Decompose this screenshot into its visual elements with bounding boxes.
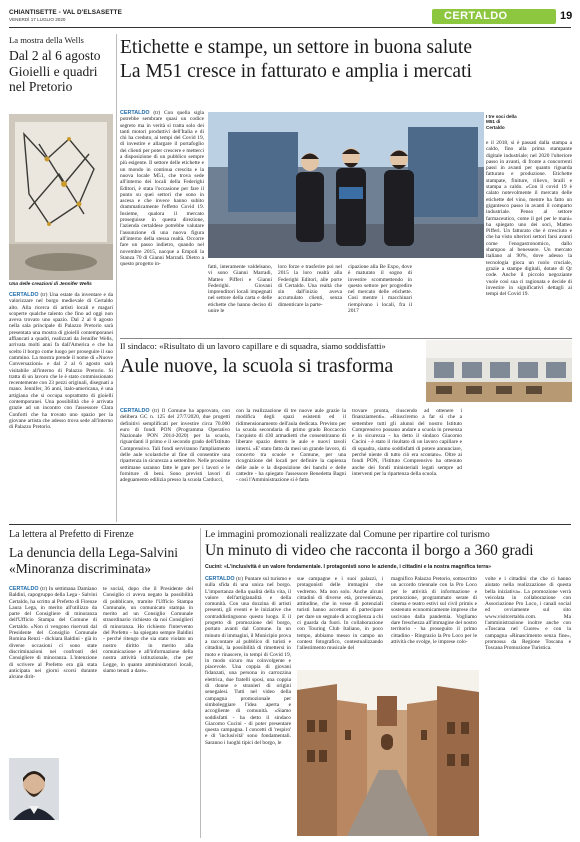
video-kicker: Le immagini promozionali realizzate dal Comune per ripartire col turismo <box>205 529 490 540</box>
prefetto-portrait <box>9 758 59 820</box>
m51-author: (tr) <box>153 110 161 116</box>
prefetto-col2: te social, dopo che il Presidente del Consiglio ci aveva negato la possibilità di pubblicare, tramite l'Ufficio Stampa Comunale, un comunicato stampa in merito ad un Consiglio Comunale straordinario richiesto da noi Consiglieri di minoranza. Ho richiesto l'intervento del Prefetto - ha spiegato sempre Baldini - perché ritengo che sia stato violato un nostro diritto in merito alla comunicazione e all'informazione della nostra attività istituzionale, che per Legge, in quanto amministratori locali, siamo tenuti a dare». <box>103 586 193 674</box>
section-name: CERTALDO <box>444 10 508 22</box>
school-photo <box>426 340 572 402</box>
m51-col1-text: Con quella sigla potrebbe sembrare quasi un codice segreto ma in verità si tratta solo dei tanti motori produttivi dell'Italia e di chi ha creduto, ai tempi del Covid 19, di investire e allargare il portafoglio dei clienti per poter crescere e metterci a disposizione di un pubblico sempre più esigente. Il settore delle etichette e un mondo in continua crescita e la nuova locale M51, che trova sede all'interno dei locali della Federighi Editori, è stata l'occasione per fare il punto su quei settori che sono in ascesa e che invece hanno subito drammaticamente l'effetto Covid 19. Insieme, qualora il mercato proseguisse in questa direzione, l'azienda certaldese potrebbe valutare l'assunzione di una nuova figura all'interno della stessa realtà. Occorre fare un passo indietro, quando nel novembre 2015, nacque a Empoli la Stanza 70 di Gianni Marradi. Dietro a questo progetto in- <box>120 110 204 268</box>
wells-body <box>9 292 113 520</box>
school-dateline: CERTALDO <box>120 408 150 414</box>
video-photo <box>297 670 479 836</box>
prefetto-kicker: La lettera al Prefetto di Firenze <box>9 529 134 540</box>
bottom-divider <box>200 528 201 838</box>
wells-photo <box>9 114 113 280</box>
wells-kicker: La mostra della Wells <box>9 35 84 45</box>
prefetto-dateline: CERTALDO <box>9 586 39 592</box>
m51-title: Etichette e stampe, un settore in buona salute <box>120 37 472 58</box>
video-col4: volte e i cittadini che che ci hanno aiutato nella realizzazione di questa bella iniziativa». La promozione verrà veicolata in collaborazione con Associazione Pro Loco, i canali social ed ovviamente sul sito www.visitcertaldo.com. Ma l'amministrazione inoltre anche con «Toscana nel Cuore» e con la campagna «Rinascimento senza fine», promossa da Regione Toscana e Toscana Promozione Turistica. <box>485 576 571 652</box>
paper-name: CHIANTISETTE - VAL D'ELSASETTE <box>9 9 122 16</box>
video-article <box>205 528 572 838</box>
school-col1 <box>120 408 230 520</box>
m51-col1 <box>120 110 204 336</box>
school-col3: trovare pronta, riuscendo ad ottenere i finanziamenti». «Riusciremo a far sì che a settembre tutti gli alunni del nostro Istituto Comprensivo possano andare a scuola in presenza e in sicurezza - ha detto il sindaco Giacomo Cucini - è stato il risultato di un lavoro capillare e di squadra, siamo soddisfatti di potere annunciare, perché niente di tutto ciò era scontato». Oltre ai fondi PON, l'Istituto Comprensivo ha ottenuto anche dei fondi ministeriali legati sempre ad interventi per la ripartenza della scuola. <box>352 408 462 477</box>
school-title: Aule nuove, la scuola si trasforma <box>120 355 394 377</box>
wells-author: (tr) <box>40 292 48 298</box>
m51-bottom-rule <box>120 338 572 339</box>
prefetto-title: La denuncia della Lega-Salvini «Minoranza discriminata» <box>9 545 179 576</box>
m51-article <box>120 32 572 337</box>
page-number: 19 <box>560 10 573 22</box>
prefetto-author: (tr) <box>40 586 48 592</box>
m51-col4: cipazione alla Be Expo, dove è maturato il sogno di investire scommettendo in questo settore per progredire nel mercato delle etichette. Così mentre i macchinari riempivano i locali, fra il 2017 <box>348 264 412 315</box>
wells-title: Dal 2 al 6 agosto Gioielli e quadri nel Pretorio <box>9 48 101 94</box>
video-col3: magnifico Palazzo Pretorio, sottoscritto un accordo triennale con la Pro Loco per le attività di informazione e promozione, programmato serate di cinema e teatro estivi sul civil primis e sostenuto economicamente imprese che uscivano dalla pandemia. Vogliamo dare freschezza all'immagine del nostro territorio - ha proseguito il primo cittadino - Ringrazio la Pro Loco per le attività che svolge, le imprese colo- <box>391 576 477 645</box>
m51-col2: fatti, interamente valdelsano, vi sono Gianni Marradi, Matteo Pifferi e Gianni Federighi. Giovani imprenditori locali impegnati nel settore della carta e delle etichette che hanno deciso di unire le <box>208 264 272 315</box>
wells-article <box>9 32 113 522</box>
header-rule <box>9 27 571 28</box>
m51-col3: loro forze e trasferire poi nel 2015 la loro realtà alla Federighi Editori, alle porte di Certaldo. Una realtà che sin dall'inizio aveva accumulato clienti, senza dimenticare la parte- <box>278 264 342 308</box>
video-col1-text: Puntare sul turismo e sulla sfida di una unica nel borgo. L'importanza della qualità della vita, il valore dell'artigianalità e della comunità. Con una dozzina di artisti presenti, gli eventi e le iniziative che contraddistinguono questo luogo. E il progetto di promozione del borgo, portato avanti dal Comune. In un minuto di immagini, il Municipio prova a raccontare al pubblico di turisti e cittadini, la possibilità di rimettersi in moto e rinascere, in tempi di Covid 19, in modo sicuro ma coinvolgente e piacevole. Una coppia di giovani fidanzati, una persona in carrozzina elettrica, due fratelli sposi, una coppia di donne e stranieri di origini senegalesi. Tutti nel video della campagna promozionale per simboleggiare l'idea aperta e accogliente di comunità. «Siamo soddisfatti - ha detto il sindaco Giacomo Cucini - di poter presentare questa campagna. I concetti di 'respiro' e di 'inclusività' sono fondamentali. Saranno i luoghi tipici del borgo, le <box>205 576 291 746</box>
video-dateline: CERTALDO <box>205 576 235 582</box>
m51-photo <box>208 112 484 258</box>
m51-subtitle: La M51 cresce in fatturato e amplia i mercati <box>120 61 472 82</box>
video-subtitle: Cucini: «L'inclusività è un valore fondamentale. I protagonisti sono le aziende, i cittadini e la nostra magnifica terra» <box>205 564 492 570</box>
wells-text: Una estate da inventare e da valorizzare nel borgo medievale di Certaldo alto. Alla ricerca di artisti locali e magari scoperte qualche talento che fino ad oggi non aveva trovato uno spazio. Dal 2 al 6 agosto nella sala principale di Palazzo Pretorio sarà presentata una mostra di gioielli contemporanei affiancati a quadri, realizzati da Jennifer Wells, arrivata molti anni fa dall'America e che ha scelto il borgo come luogo per proseguire il suo cammino. La mostra prende il nome di «Nuove Conversazioni» e dal 2 al 6 agosto sarà visitabile all'interno di Palazzo Pretorio. Si tratta di un lavoro che le è stato commissionato recentemente con 23 pezzi originali, disegnati a mano. Jennifer, 36 anni, italo-americana, è una artigiana che si occupa soprattutto di gioielli contemporanei. Una possibilità che è arrivata grazie ad un incontro con l'assessore Clara Conforti che ha trovato uno spazio per la giovane artista che adesso trova sede all'interno di Palazzo Pretorio. <box>9 292 113 431</box>
school-col1-text: Il Comune ha approvato, con delibera GC n. 125 del 27/7/2020, due progetti definitivi semplificati per investire circa 70.000 euro di fondi PON (Programma Operativo Nazionale PON 2014-2020) per la scuola, riguardanti il primo e il secondo grado dell'Istituto Comprensivo. Tali fondi serviranno l'ampliamento delle aule scolastiche al fine di consentire una ripartenza in sicurezza a settembre. Nelle prossime settimane saranno fatte le gare per i lavori e le forniture di beni. Sono previsti lavori di adeguamento edilizia presso la scuola Carducci, <box>120 408 230 484</box>
school-col2: con la realizzazione di tre nuove aule grazie la modifica degli spazi esistenti ed il ridimensionamento dell'aula dedicata. Previsto per la scuola secondaria di primo grado Boccaccio l'acquisto di 430 armadietti che consentiranno di liberare spazio dentro le aule e nuovi tavoli interni. «E' stato fatto da mesi un grande lavoro, di concerto tra scuole e Comune, per una ricognizione del locali per definire la capienza delle aule e la disposizione dei banchi e delle cattedre - ha spiegato l'assessore Benedetta Bagni - così l'Amministrazione si è fatta <box>236 408 346 484</box>
m51-col5-spacer <box>418 264 482 336</box>
video-title: Un minuto di video che racconta il borgo a 360 gradi <box>205 542 534 559</box>
section-rule <box>9 524 571 525</box>
issue-date: VENERDÌ 17 LUGLIO 2020 <box>9 17 66 22</box>
wells-photo-caption: Una delle creazioni di Jennifer Wells <box>9 282 92 287</box>
school-author: (tr) <box>152 408 160 414</box>
sidebar-divider <box>116 34 117 522</box>
m51-dateline: CERTALDO <box>120 110 150 116</box>
video-col2: sue campagne e i suoi palazzi, i protagonisti delle immagini che vedremo. Ma non solo. Anche alcuni cittadini di diverse età, provenienza, attitudine, che in vesse di potenziali turisti hanno accettato di partecipare per dare un segnale di accoglienza a chi ci guarda da fuori. In collaborazione con Touring Club Italiano, in poco tempo, abbiamo messo in campo un contest fotografico, contestualizzando l'allestimento musicale del <box>297 576 383 652</box>
school-kicker: Il sindaco: «Risultato di un lavoro capillare e di squadra, siamo soddisfatti» <box>120 341 386 351</box>
m51-photo-caption: I tre soci della M51 di Certaldo <box>486 114 517 130</box>
masthead <box>0 0 580 34</box>
video-col1 <box>205 576 291 836</box>
prefetto-col1-text: In settimana Damiano Baldini, capogruppo della Lega - Salvini Certaldo, ha scritto al Prefetto di Firenze Laura Lega, in merito all'utilizzo da parte del Consigliere di minoranza dell'Ufficio Stampa del Comune di Certaldo. «Non ci vengono riservati dal Presidente del Consiglio Comunale Romina Renzi - dichiara Baldini - già in diverse occasioni ci sono state discriminazioni nei confronti del Consigliere di minoranza. L'intenzione di scrivere al Prefetto era già stata anticipata nei giorni scorsi durante alcune dirit- <box>9 586 97 681</box>
school-article <box>120 340 572 520</box>
m51-col5: e il 2018, si è passati dalla stampa a caldo, fino alla prima stampante digitale industriale; nel 2020 l'ulteriore passo in avanti, di fronte a concorrenti passi in avanti per quanto riguarda fatturato e produzione. Etichette stampate, finiture, rilievo, braili e stampa a caldo. «Con il covid 19 è calato notevolmente il mercato delle etichette del vino, mentre ha fatto un gigantesco passo in avanti il comparto industriale. Penso al settore farmaceutico, come il gel per le mani» ha spiegato uno dei soci, Matteo Pifferi. Un fatturato che è cresciuto e che ha visto ulteriori settori farsi avanti come l'enogastronomico, dallo shampoo al benessere. Un mercato italiano al 90%, dove adesso la tecnologia gioca un ruolo cruciale, grazie a stampe digitali, dotate di Qr code. Anche il piccolo negoziante vuole così sua ci ragionata e decide di investire in significativi dettagli ai tempi del Covid 19. <box>486 140 572 298</box>
prefetto-article <box>9 528 195 838</box>
wells-dateline: CERTALDO <box>9 292 39 298</box>
video-author: (tr) <box>236 576 244 582</box>
